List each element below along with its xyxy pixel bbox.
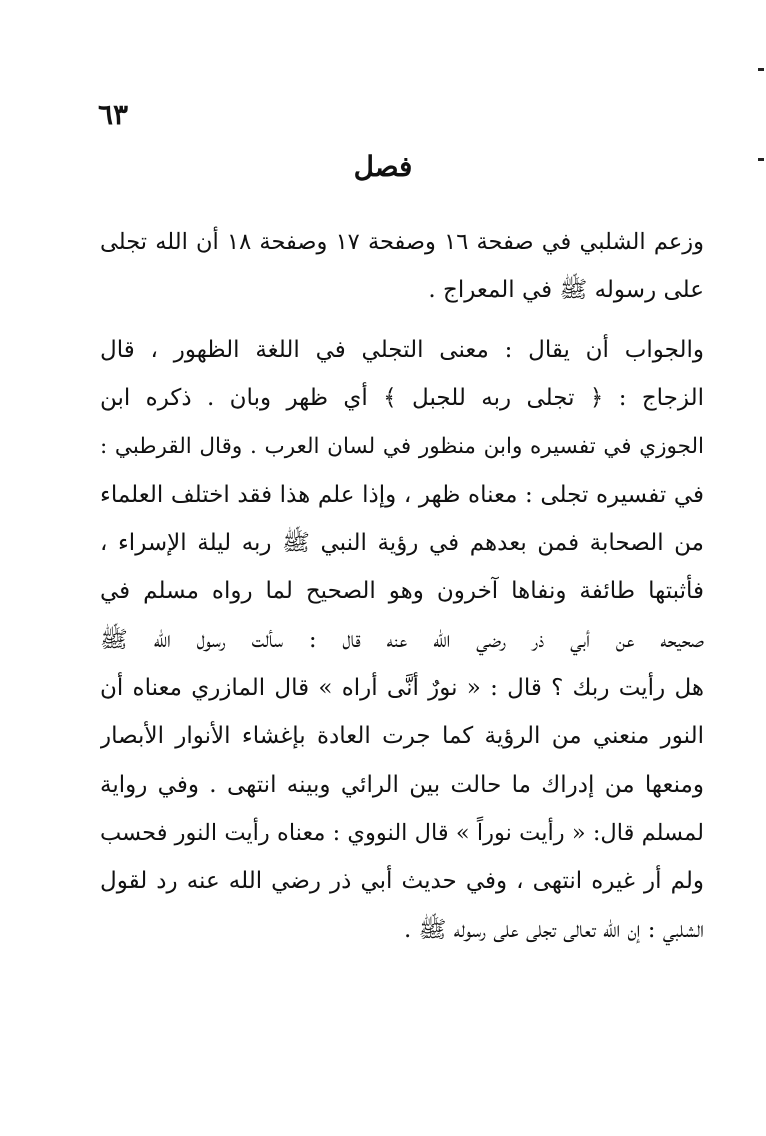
page-number: ٦٣	[98, 98, 129, 131]
text-line: هل رأيت ربك ؟ قال : « نورٌ أنَّى أراه » قال المازري معناه أن	[100, 675, 704, 702]
text-line: ومنعها من إدراك ما حالت بين الرائي وبينه انتهى . وفي رواية	[100, 771, 704, 798]
text-line: ولم أر غيره انتهى ، وفي حديث أبي ذر رضي الله عنه رد لقول	[100, 868, 704, 895]
text-line: في تفسيره تجلى : معناه ظهر ، وإذا علم هذا فقد اختلف العلماء	[100, 481, 704, 508]
text-line: وزعم الشلبي في صفحة ١٦ وصفحة ١٧ وصفحة ١٨ أن الله تجلى	[100, 229, 704, 255]
text-line: من الصحابة فمن بعدهم في رؤية النبي ﷺ ربه ليلة الإسراء ،	[100, 530, 704, 557]
scan-edge-mark	[758, 68, 764, 71]
text-line: الشلبي : إن الله تعالى تجلى على رسوله ﷺ .	[404, 916, 704, 943]
text-line: الزجاج : ﴿ تجلى ربه للجبل ﴾ أي ظهر وبان . ذكره ابن	[100, 385, 704, 412]
scan-edge-mark	[758, 158, 764, 161]
text-line: فأثبتها طائفة ونفاها آخرون وهو الصحيح لما رواه مسلم في	[100, 578, 704, 605]
section-title: فصل	[353, 150, 413, 183]
text-line: على رسوله ﷺ في المعراج .	[428, 277, 704, 304]
paragraph-2	[100, 326, 704, 954]
text-line: صحيحه عن أبي ذر رضي الله عنه قال : سألت رسول الله ﷺ	[100, 626, 704, 653]
text-line: النور منعني من الرؤية كما جرت العادة بإغشاء الأنوار الأبصار	[100, 723, 704, 750]
text-line: الجوزي في تفسيره وابن منظور في لسان العرب . وقال القرطبي :	[100, 433, 704, 459]
paragraph-1	[100, 218, 704, 315]
text-line: والجواب أن يقال : معنى التجلي في اللغة الظهور ، قال	[100, 337, 704, 363]
text-line: لمسلم قال: « رأيت نوراً » قال النووي : معناه رأيت النور فحسب	[100, 819, 704, 846]
